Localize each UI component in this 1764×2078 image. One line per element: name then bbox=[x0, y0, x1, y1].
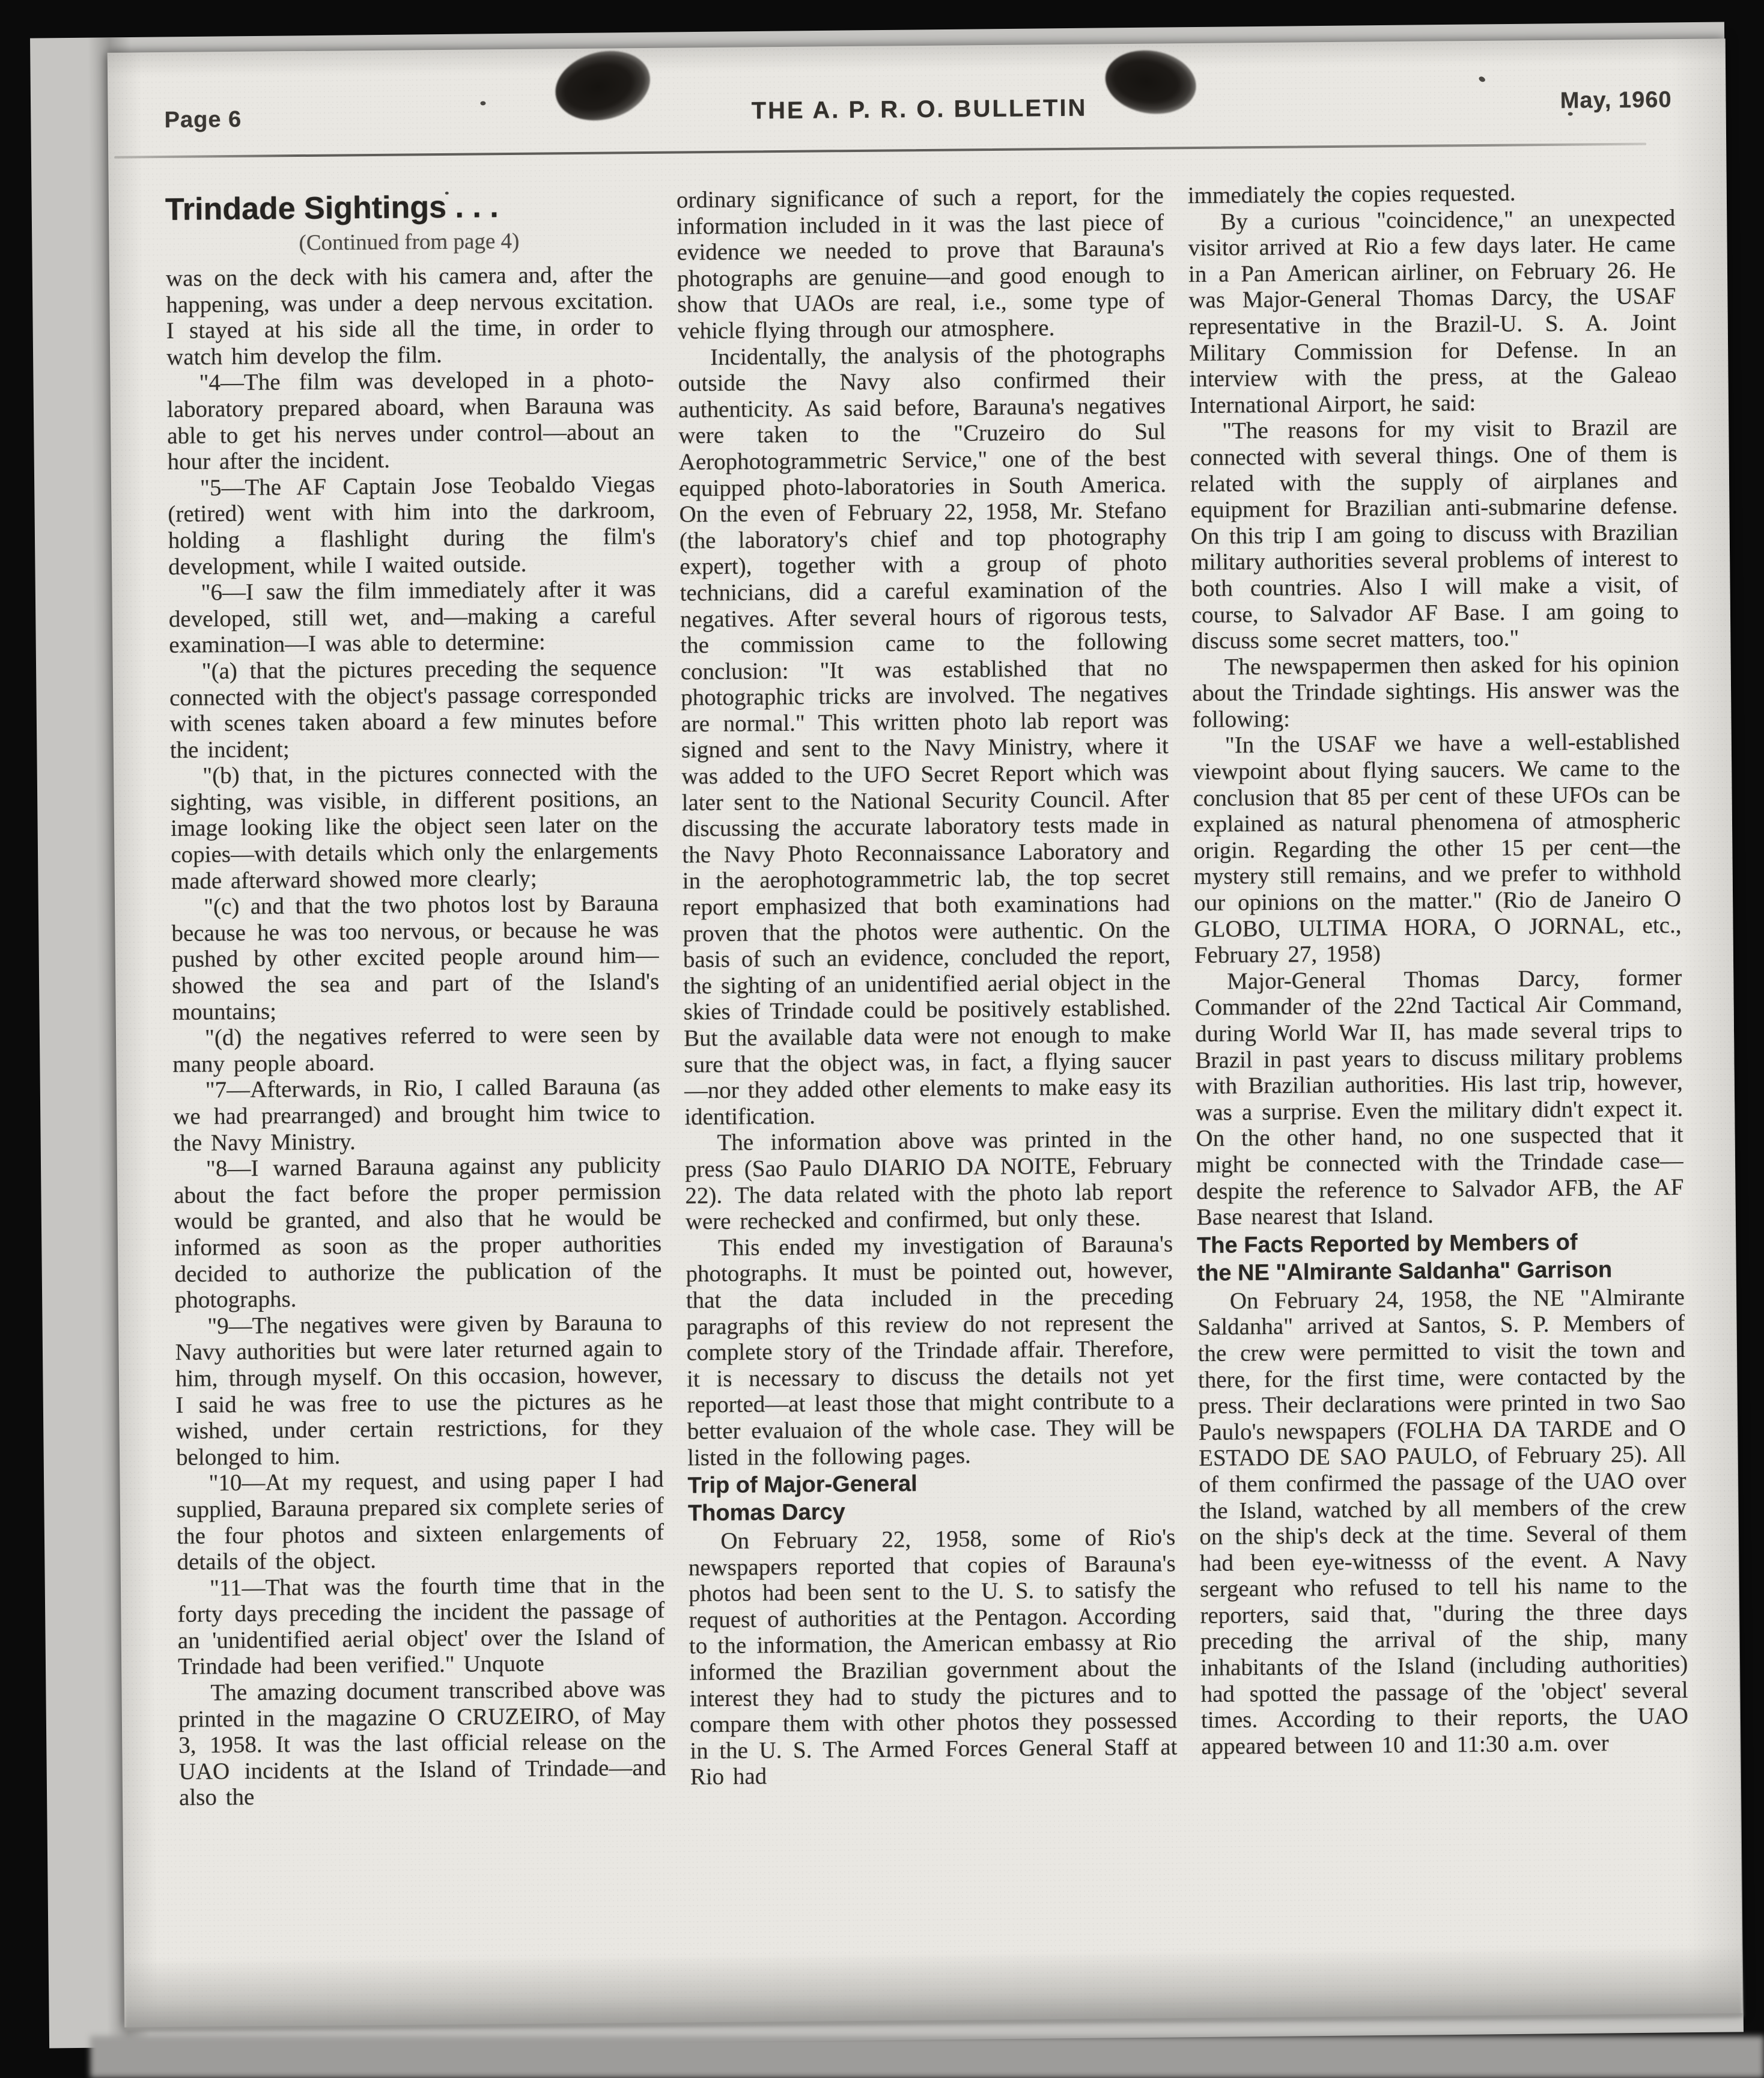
scan-bottom-band bbox=[90, 2036, 1764, 2078]
bulletin-title: THE A. P. R. O. BULLETIN bbox=[751, 94, 1087, 124]
paragraph: "8—I warned Barauna against any publicity about the fact before the proper permission would be granted, and also that he would be informed as soon as the proper authorities decided to authorize the publication of the photographs. bbox=[174, 1152, 662, 1314]
paragraph: "7—Afterwards, in Rio, I called Barauna (as we had prearranged) and brought him twice to the Navy Ministry. bbox=[172, 1073, 661, 1156]
article-title: Trindade Sightings . . . bbox=[165, 189, 499, 227]
paragraph: This ended my investigation of Barauna's photographs. It must be pointed out, however, that the data included in the preceding paragraphs of this review do not represent the complete story of the Trindade affair. Therefore, it is necessary to discuss the details not yet reported—at least those that might contribute to a better evaluaion of the whole case. They will be listed in the following pages. bbox=[686, 1231, 1175, 1470]
paragraph: By a curious "coincidence," an unexpected visitor arrived at Rio a few days later. He came in a Pan American airliner, on February 26. He was Major-General Thomas Darcy, the USAF representative in the Brazil-U. S. A. Joint Military Commission for Defense. In an interview with the press, at the Galeao International Airport, he said: bbox=[1188, 204, 1677, 418]
paragraph: Incidentally, the analysis of the photographs outside the Navy also confirmed their authenticity. As said before, Barauna's negatives were taken to the "Cruzeiro do Sul Aerophotogrammetric Service," one of the best equipped photo-laboratories in South America. On the even of February 22, 1958, Mr. Stefano (the laboratory's chief and top photography expert), together with a group of photo technicians, did a careful examination of the negatives. After several hours of rigorous tests, the commission came to the following conclusion: "It was established that no photographic tricks are involved. The negatives are normal." This written photo lab report was signed and sent to the Navy Ministry, where it was added to the UFO Secret Report which was later sent to the National Security Council. After discussing the accurate laboratory tests made in the Navy Photo Reconnaissance Laboratory and in the aerophotogrammetric lab, the top secret report emphasized that both examinations had proven that the photos were authentic. On the basis of such an evidence, concluded the report, the sighting of an unidentified aerial object in the skies of Trindade could be positively established. But the available data were not enough to make sure that the object was, in fact, a flying saucer—nor they added other elements to make easy its identification. bbox=[678, 340, 1172, 1130]
paragraph: "6—I saw the film immediately after it was developed, still wet, and—making a careful examination—I was able to determine: bbox=[168, 576, 657, 659]
paragraph: "(c) and that the two photos lost by Barauna because he was too nervous, or because he was pushed by other excited people around him—showed the sea and part of the Island's mountains; bbox=[171, 890, 660, 1025]
column-2 bbox=[677, 183, 1180, 2021]
paragraph: The newspapermen then asked for his opinion about the Trindade sightings. His answer was the following: bbox=[1191, 650, 1680, 733]
column-1 bbox=[165, 187, 669, 2026]
paragraph: "9—The negatives were given by Barauna to Navy authorities but were later returned again to him, through myself. On this occasion, however, I said he was free to use the pictures as he wished, under certain restrictions, for they belonged to him. bbox=[175, 1309, 663, 1470]
paragraph: On February 22, 1958, some of Rio's newspapers reported that copies of Barauna's photos had been sent to the U. S. to satisfy the request of authorities at the Pentagon. According to the information, the American embassy at Rio informed the Brazilian government about the interest they had to study the pictures and to compare them with other photos they possessed in the U. S. The Armed Forces General Staff at Rio had bbox=[688, 1524, 1178, 1790]
section-subhead: Trip of Major-General Thomas Darcy bbox=[687, 1471, 917, 1526]
paragraph: "10—At my request, and using paper I had supplied, Barauna prepared six complete series of the four photos and sixteen enlargements of details of the object. bbox=[176, 1466, 665, 1575]
section-subhead: The Facts Reported by Members of the NE "Almirante Saldanha" Garrison bbox=[1196, 1229, 1613, 1286]
paragraph: "(a) that the pictures preceding the sequence connected with the object's passage corresponded with scenes taken aboard a few minutes before the incident; bbox=[169, 654, 657, 763]
article-columns bbox=[165, 178, 1691, 2026]
scanned-page bbox=[108, 38, 1743, 2027]
paragraph: Major-General Thomas Darcy, former Commander of the 22nd Tactical Air Command, during World War II, has made several trips to Brazil in past years to discuss military problems with Brazilian authorities. His last trip, however, was a surprise. Even the military didn't expect it. On the other hand, no one suspected that it might be connected with the Trindade case—despite the reference to Salvador AFB, the AF Base nearest that Island. bbox=[1194, 964, 1684, 1231]
issue-date: May, 1960 bbox=[1560, 87, 1672, 114]
continuation-note: (Continued from page 4) bbox=[299, 228, 520, 256]
paragraph: "(b) that, in the pictures connected with the sighting, was visible, in different positions, an image looking like the object seen later on the copies—with details which only the enlargements made afterward showed more clearly; bbox=[170, 759, 658, 894]
paragraph: immediately the copies requested. bbox=[1187, 180, 1516, 209]
paragraph: "4—The film was developed in a photo-laboratory prepared aboard, when Barauna was able to get his nerves under control—about an hour after the incident. bbox=[166, 366, 655, 475]
paragraph: was on the deck with his camera and, after the happening, was under a deep nervous excitation. I stayed at his side all the time, in order to watch him develop the film. bbox=[165, 261, 654, 370]
column-3 bbox=[1188, 178, 1691, 2017]
page-number: Page 6 bbox=[164, 106, 242, 133]
paragraph: The information above was printed in the press (Sao Paulo DIARIO DA NOITE, February 22). The data related with the photo lab report were rechecked and confirmed, but only these. bbox=[684, 1126, 1173, 1235]
paragraph: ordinary significance of such a report, for the information included in it was the last piece of evidence we needed to prove that Barauna's photographs are genuine—and good enough to show that UAOs are real, i.e., some type of vehicle flying through our atmosphere. bbox=[676, 183, 1165, 344]
paragraph: The amazing document transcribed above was printed in the magazine O CRUZEIRO, of May 3, 1958. It was the last official release on the UAO incidents at the Island of Trindade—and also the bbox=[178, 1675, 666, 1811]
paragraph: "The reasons for my visit to Brazil are connected with several things. One of them is related with the supply of airplanes and equipment for Brazilian anti-submarine defense. On this trip I am going to discuss with Brazilian military authorities several problems of interest to both countries. Also I will make a visit, of course, to Salvador AF Base. I am going to discuss some secret matters, too." bbox=[1190, 414, 1679, 654]
paragraph: On February 24, 1958, the NE "Almirante Saldanha" arrived at Santos, S. P. Members of the crew were permitted to visit the town and there, for the first time, were contacted by the press. Their declarations were printed in two Sao Paulo's newspapers (FOLHA DA TARDE and O ESTADO DE SAO PAULO, of February 25). All of them confirmed the passage of the UAO over the Island, watched by all members of the crew on the ship's deck at the time. Several of them had been eye-witnesss of the event. A Navy sergeant who refused to tell his name to the reporters, said that, "during the three days preceding the arrival of the ship, many inhabitants of the Island (including authorities) had spotted the passage of the 'object' several times. According to their reports, the UAO appeared between 10 and 11:30 a.m. over bbox=[1197, 1284, 1689, 1760]
paragraph: "11—That was the fourth time that in the forty days preceding the incident the passage of an 'unidentified aerial object' over the Island of Trindade had been verified." Unquote bbox=[177, 1571, 665, 1680]
masthead bbox=[164, 87, 1674, 139]
paragraph: "5—The AF Captain Jose Teobaldo Viegas (retired) went with him into the darkroom, holding a flashlight during the film's development, while I waited outside. bbox=[168, 471, 655, 580]
ink-speck-icon bbox=[1478, 76, 1486, 83]
header-divider bbox=[114, 142, 1646, 158]
paragraph: "(d) the negatives referred to were seen by many people aboard. bbox=[172, 1021, 660, 1077]
paragraph: "In the USAF we have a well-established viewpoint about flying saucers. We came to the conclusion that 85 per cent of these UFOs can be explained as natural phenomena of atmospheric origin. Regarding the other 15 per cent—the mystery still remains, and we prefer to withhold our opinions on the matter." (Rio de Janeiro O GLOBO, ULTIMA HORA, O JORNAL, etc., February 27, 1958) bbox=[1193, 728, 1682, 969]
